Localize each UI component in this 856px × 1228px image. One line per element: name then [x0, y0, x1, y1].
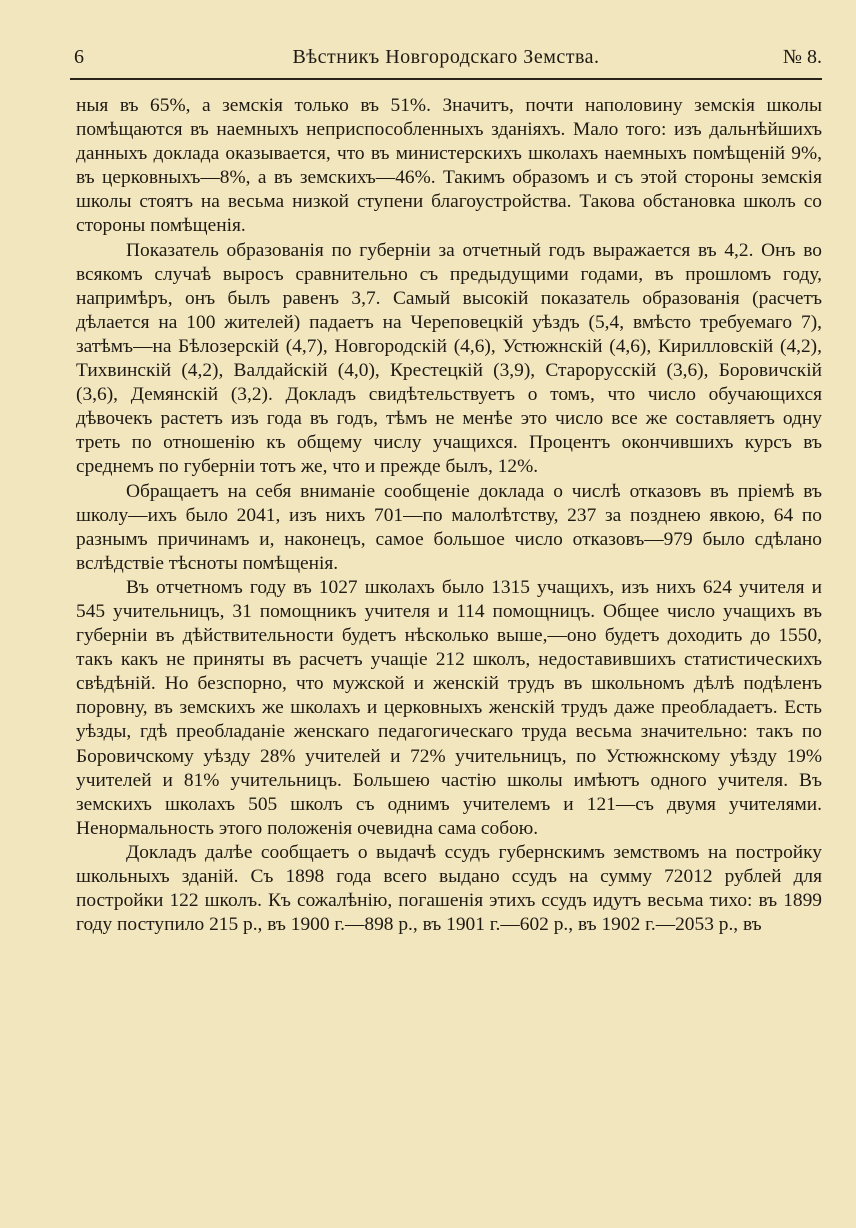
paragraph-continuation: ныя въ 65%, а земскія только въ 51%. Значитъ, почти наполовину земскія школы помѣщаются въ наемныхъ неприспособленныхъ зданіяхъ. Мало того: изъ дальнѣйшихъ данныхъ доклада оказывается, что въ министерскихъ школахъ наемныхъ помѣщеній 9%, въ церковныхъ—8%, а въ земскихъ—46%. Такимъ образомъ и съ этой стороны земскія школы стоятъ на весьма низкой ступени благоустройства. Такова обстановка школъ со стороны помѣщенія. — [76, 95, 822, 237]
page-header — [70, 46, 822, 76]
issue-number: № 8. — [782, 46, 822, 68]
header-rule — [70, 78, 822, 80]
journal-title: Вѣстникъ Новгородскаго Земства. — [292, 46, 600, 68]
paragraph-teachers: Въ отчетномъ году въ 1027 школахъ было 1315 учащихъ, изъ нихъ 624 учителя и 545 учительницъ, 31 помощникъ учителя и 114 помощницъ. Общее число учащихъ въ губерніи въ дѣйствительности будетъ нѣсколько выше,—оно будетъ доходить до 1550, такъ какъ не приняты въ расчетъ учащіе 212 школъ, недоставившихъ статистическихъ свѣдѣній. Но безспорно, что мужской и женскій трудъ въ школьномъ дѣлѣ подѣленъ поровну, въ земскихъ же школахъ и церковныхъ женскій трудъ даже преобладаетъ. Есть уѣзды, гдѣ преобладаніе женскаго педагогическаго труда весьма значительно: такъ по Боровичскому уѣзду 28% учителей и 72% учительницъ, по Устюжнскому уѣзду 19% учителей и 81% учительницъ. Большею частію школы имѣютъ одного учителя. Въ земскихъ школахъ 505 школъ съ однимъ учителемъ и 121—съ двумя учителями. Ненормальность этого положенія очевидна сама собою. — [76, 576, 822, 839]
paragraph-education-index: Показатель образованія по губерніи за отчетный годъ выражается въ 4,2. Онъ во всякомъ случаѣ выросъ сравнительно съ предыдущими годами, въ прошломъ году, напримѣръ, онъ былъ равенъ 3,7. Самый высокій показатель образованія (расчетъ дѣлается на 100 жителей) падаетъ на Череповецкій уѣздъ (5,4, вмѣсто требуемаго 7), затѣмъ—на Бѣлозерскій (4,7), Новгородскій (4,6), Устюжнскій (4,6), Кирилловскій (4,2), Тихвинскій (4,2), Валдайскій (4,0), Крестецкій (3,9), Старорусскій (3,6), Боровичскій (3,6), Демянскій (3,2). Докладъ свидѣтельствуетъ о томъ, что число обучающихся дѣвочекъ растетъ изъ года въ годъ, тѣмъ не менѣе это число все же составляетъ одну треть по отношенію къ общему числу учащихся. Процентъ окончившихъ курсъ въ среднемъ по губерніи тотъ же, что и прежде былъ, 12%. — [76, 239, 822, 478]
paragraph-loans: Докладъ далѣе сообщаетъ о выдачѣ ссудъ губернскимъ земствомъ на постройку школьныхъ зданій. Съ 1898 года всего выдано ссудъ на сумму 72012 рублей для постройки 122 школъ. Къ сожалѣнію, погашенія этихъ ссудъ идутъ весьма тихо: въ 1899 году поступило 215 р., въ 1900 г.—898 р., въ 1901 г.—602 р., въ 1902 г.—2053 р., въ — [76, 841, 822, 936]
article-body — [76, 94, 822, 937]
paragraph-refusals: Обращаетъ на себя вниманіе сообщеніе доклада о числѣ отказовъ въ пріемѣ въ школу—ихъ было 2041, изъ нихъ 701—по малолѣтству, 237 за позднею явкою, 64 по разнымъ причинамъ и, наконецъ, самое большое число отказовъ—979 было сдѣлано вслѣдствіе тѣсноты помѣщенія. — [76, 480, 822, 574]
page-number: 6 — [74, 46, 84, 68]
